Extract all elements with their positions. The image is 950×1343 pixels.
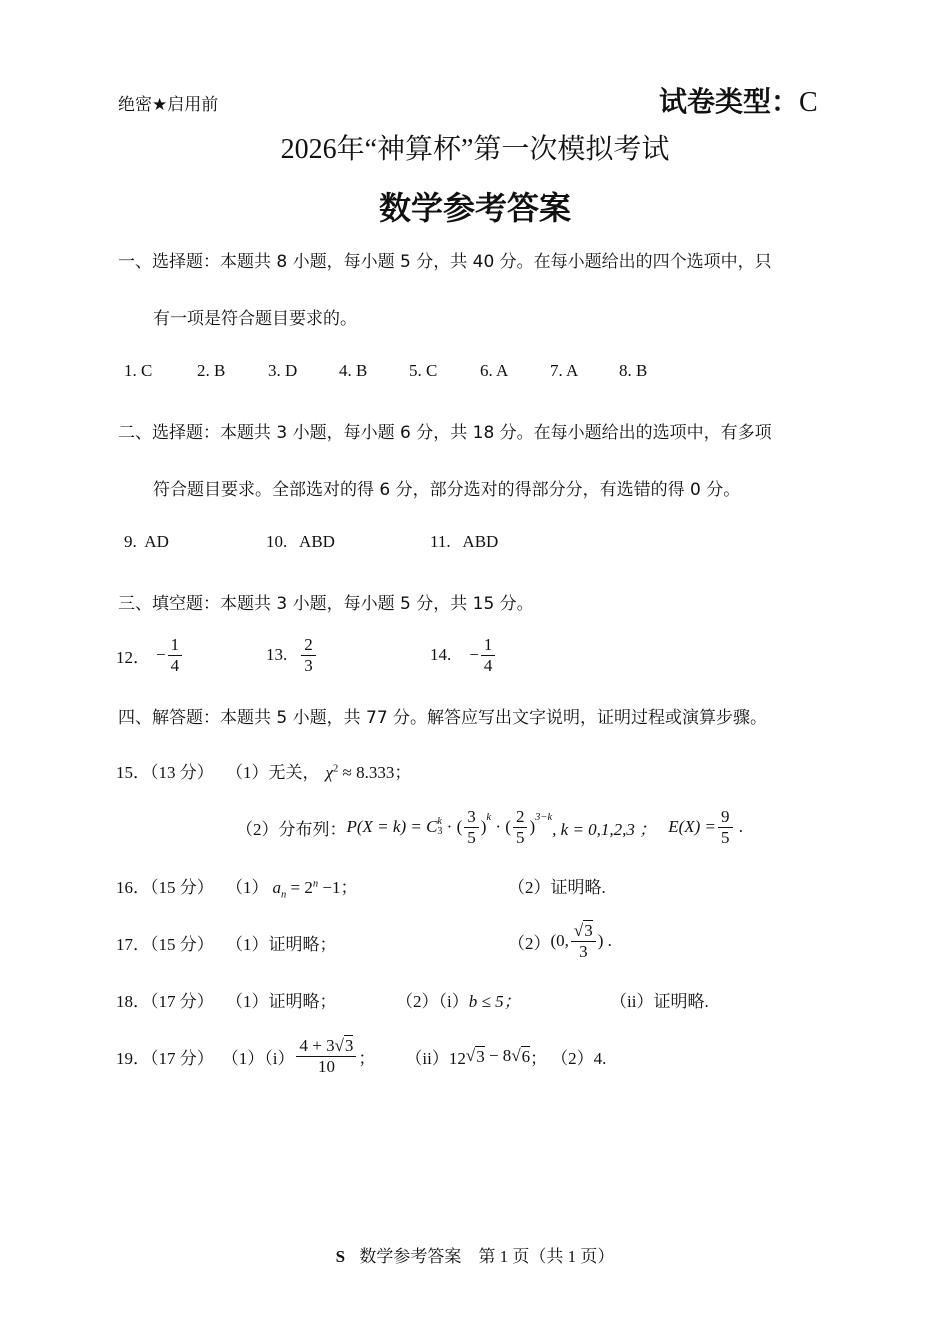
q18-line [116, 987, 337, 1012]
q19-denominator: 10 [317, 1056, 335, 1076]
q14-sign: − [469, 645, 479, 664]
q15-e-lhs: E(X) = [668, 817, 716, 836]
q13-fraction [301, 636, 316, 675]
q16-line [116, 873, 357, 900]
q15-e-den: 5 [721, 827, 730, 847]
answer-4: 4. B [339, 361, 368, 380]
q16-rest: −1； [318, 878, 358, 897]
q13-numerator: 2 [301, 636, 316, 656]
q15-dot2: · ( [491, 817, 511, 836]
q15-chi-value: ≈ 8.333； [338, 763, 412, 782]
answer-12 [116, 632, 184, 678]
section4-heading: 四、解答题：本题共 5 小题，共 77 分。解答应写出文字说明，证明过程或演算步骤。 [118, 708, 768, 728]
answer-8: 8. B [619, 361, 648, 380]
q17-root-value: 3 [584, 920, 593, 940]
q12-denominator: 4 [170, 655, 180, 675]
q17-numerator: √3 [571, 922, 596, 942]
q14-label: 14. [430, 645, 452, 664]
q16-part2: （2）证明略. [508, 878, 606, 897]
q15-frac2 [513, 808, 528, 847]
paper-type [659, 80, 818, 120]
page-footer [0, 1242, 950, 1267]
q15-e-frac [718, 808, 733, 847]
answer-7: 7. A [550, 361, 579, 380]
q15-frac2-num: 2 [513, 808, 528, 828]
q18-part2-wrap [396, 987, 521, 1012]
q15-e-num: 9 [718, 808, 733, 828]
q17-part2-wrap [508, 916, 612, 966]
section1-heading-line1: 一、选择题：本题共 8 小题，每小题 5 分，共 40 分。在每小题给出的四个选项中，只 [118, 252, 772, 272]
q15-c-sup: k [437, 816, 442, 827]
q17-line [116, 930, 337, 955]
q12-label: 12． [116, 647, 150, 667]
q16-label: 16．（15 分） [116, 878, 214, 897]
q15-chi-sup: 2 [332, 763, 339, 775]
q18-part2: （2）（i） [396, 992, 469, 1011]
footer-text: 数学参考答案 第 1 页（共 1 页） [359, 1247, 615, 1266]
q19-root1: 3 [476, 1046, 485, 1066]
paper-type-label: 试卷类型： [659, 85, 800, 118]
q15-c-sub: 3 [437, 826, 443, 837]
paper-type-value: C [799, 87, 818, 118]
exam-title: 2026年“神算杯”第一次模拟考试 [280, 134, 670, 165]
answer-3: 3. D [268, 361, 298, 380]
doc-title: 数学参考答案 [378, 189, 571, 227]
q12-sign: − [156, 645, 166, 664]
q19-semi: ； [358, 1048, 376, 1068]
q17-part2: （2） [508, 933, 551, 953]
answer-13 [266, 632, 318, 678]
q15-k-range: , k = 0,1,2,3 ； [552, 819, 657, 839]
q13-denominator: 3 [304, 655, 313, 675]
q15-frac2-exp: 3−k [535, 812, 553, 823]
q16-an-sub: n [281, 889, 287, 901]
q17-denominator: 3 [579, 941, 588, 961]
q17-label: 17．（15 分） [116, 935, 214, 954]
q15-frac1 [464, 808, 479, 847]
answer-1: 1. C [124, 361, 153, 380]
q17-part1: （1）证明略； [226, 935, 337, 954]
q14-denominator: 4 [483, 655, 493, 675]
footer-series: S [335, 1247, 346, 1266]
q18-label: 18．（17 分） [116, 992, 214, 1011]
q19-minus: − 8 [484, 1046, 512, 1065]
q17-open: (0, [550, 931, 569, 950]
q15-frac2-den: 5 [515, 827, 525, 847]
section1-heading-line2: 有一项是符合题目要求的。 [153, 309, 357, 329]
q19-root2: 6 [521, 1046, 531, 1066]
q15-line2: （2）分布列： P(X = k) = C k 3 · ( $\frac{3}{5}$ ) $^k$ · ( $\frac{2}{5}$ ) $^{3-k}$ , k = 0,1,2,3 ； E(X) = $\frac{9}{5}$ . [236, 806, 743, 847]
answer-14 [430, 632, 497, 678]
q12-fraction [168, 636, 183, 675]
answer-2: 2. B [197, 361, 226, 380]
answer-9: 9. AD [124, 532, 169, 551]
q15-part1: （1）无关， [226, 763, 320, 782]
q17-fraction [571, 922, 596, 961]
q19-numerator: 4 + 3√3 [296, 1037, 356, 1057]
q19-line: 19．（17 分） （1）（i） $\frac{4 + 3√3}{10}$ ； （ii）12 √ 3 − 8 √ 6 ； （2）4. [116, 1035, 607, 1076]
q19-label: 19．（17 分） [116, 1048, 214, 1068]
q14-numerator: 1 [481, 636, 496, 656]
q15-frac1-num: 3 [464, 808, 479, 828]
confidential-label: 绝密★启用前 [118, 95, 219, 115]
answer-5: 5. C [409, 361, 438, 380]
q15-frac1-den: 5 [467, 827, 476, 847]
answer-6: 6. A [480, 361, 509, 380]
q19-part1: （1）（i） [221, 1048, 295, 1068]
q16-exp: n [312, 878, 319, 890]
q19-num-a: 4 + 3 [299, 1035, 335, 1055]
q16-an: a [272, 878, 281, 897]
q15-p-lhs: P(X = k) = C [346, 817, 438, 836]
section2-heading-line2: 符合题目要求。全部选对的得 6 分，部分选对的得部分分，有选错的得 0 分。 [153, 480, 741, 500]
q19-semi2: ； [530, 1048, 548, 1068]
q18-part1: （1）证明略； [226, 992, 337, 1011]
q12-numerator: 1 [168, 636, 183, 656]
q19-part3: （2）4. [551, 1048, 607, 1068]
q19-fraction [296, 1037, 356, 1076]
q16-eq: = 2 [286, 878, 313, 897]
q15-line1 [116, 758, 411, 783]
q16-part1: （1） [226, 878, 269, 897]
q15-end: . [734, 817, 743, 836]
q15-dot1: · ( [442, 817, 463, 836]
q18-part3: （ii）证明略. [610, 992, 709, 1011]
q18-b-expr: b ≤ 5； [468, 992, 521, 1011]
q14-fraction [481, 636, 496, 675]
q19-part2: （ii）12 [405, 1048, 466, 1068]
answer-11: 11. ABD [430, 532, 499, 551]
answer-10: 10. ABD [266, 532, 335, 551]
q15-frac1-exp: k [486, 812, 492, 823]
section3-heading: 三、填空题：本题共 3 小题，每小题 5 分，共 15 分。 [118, 594, 534, 614]
q17-close: ) . [597, 931, 612, 950]
section2-heading-line1: 二、选择题：本题共 3 小题，每小题 6 分，共 18 分。在每小题给出的选项中，有多项 [118, 423, 772, 443]
q13-label: 13. [266, 645, 288, 664]
q15-chi: χ [325, 763, 333, 782]
q15-part2: （2）分布列： [236, 819, 347, 839]
q19-num-root: 3 [344, 1035, 354, 1055]
q15-label: 15．（13 分） [116, 763, 214, 782]
